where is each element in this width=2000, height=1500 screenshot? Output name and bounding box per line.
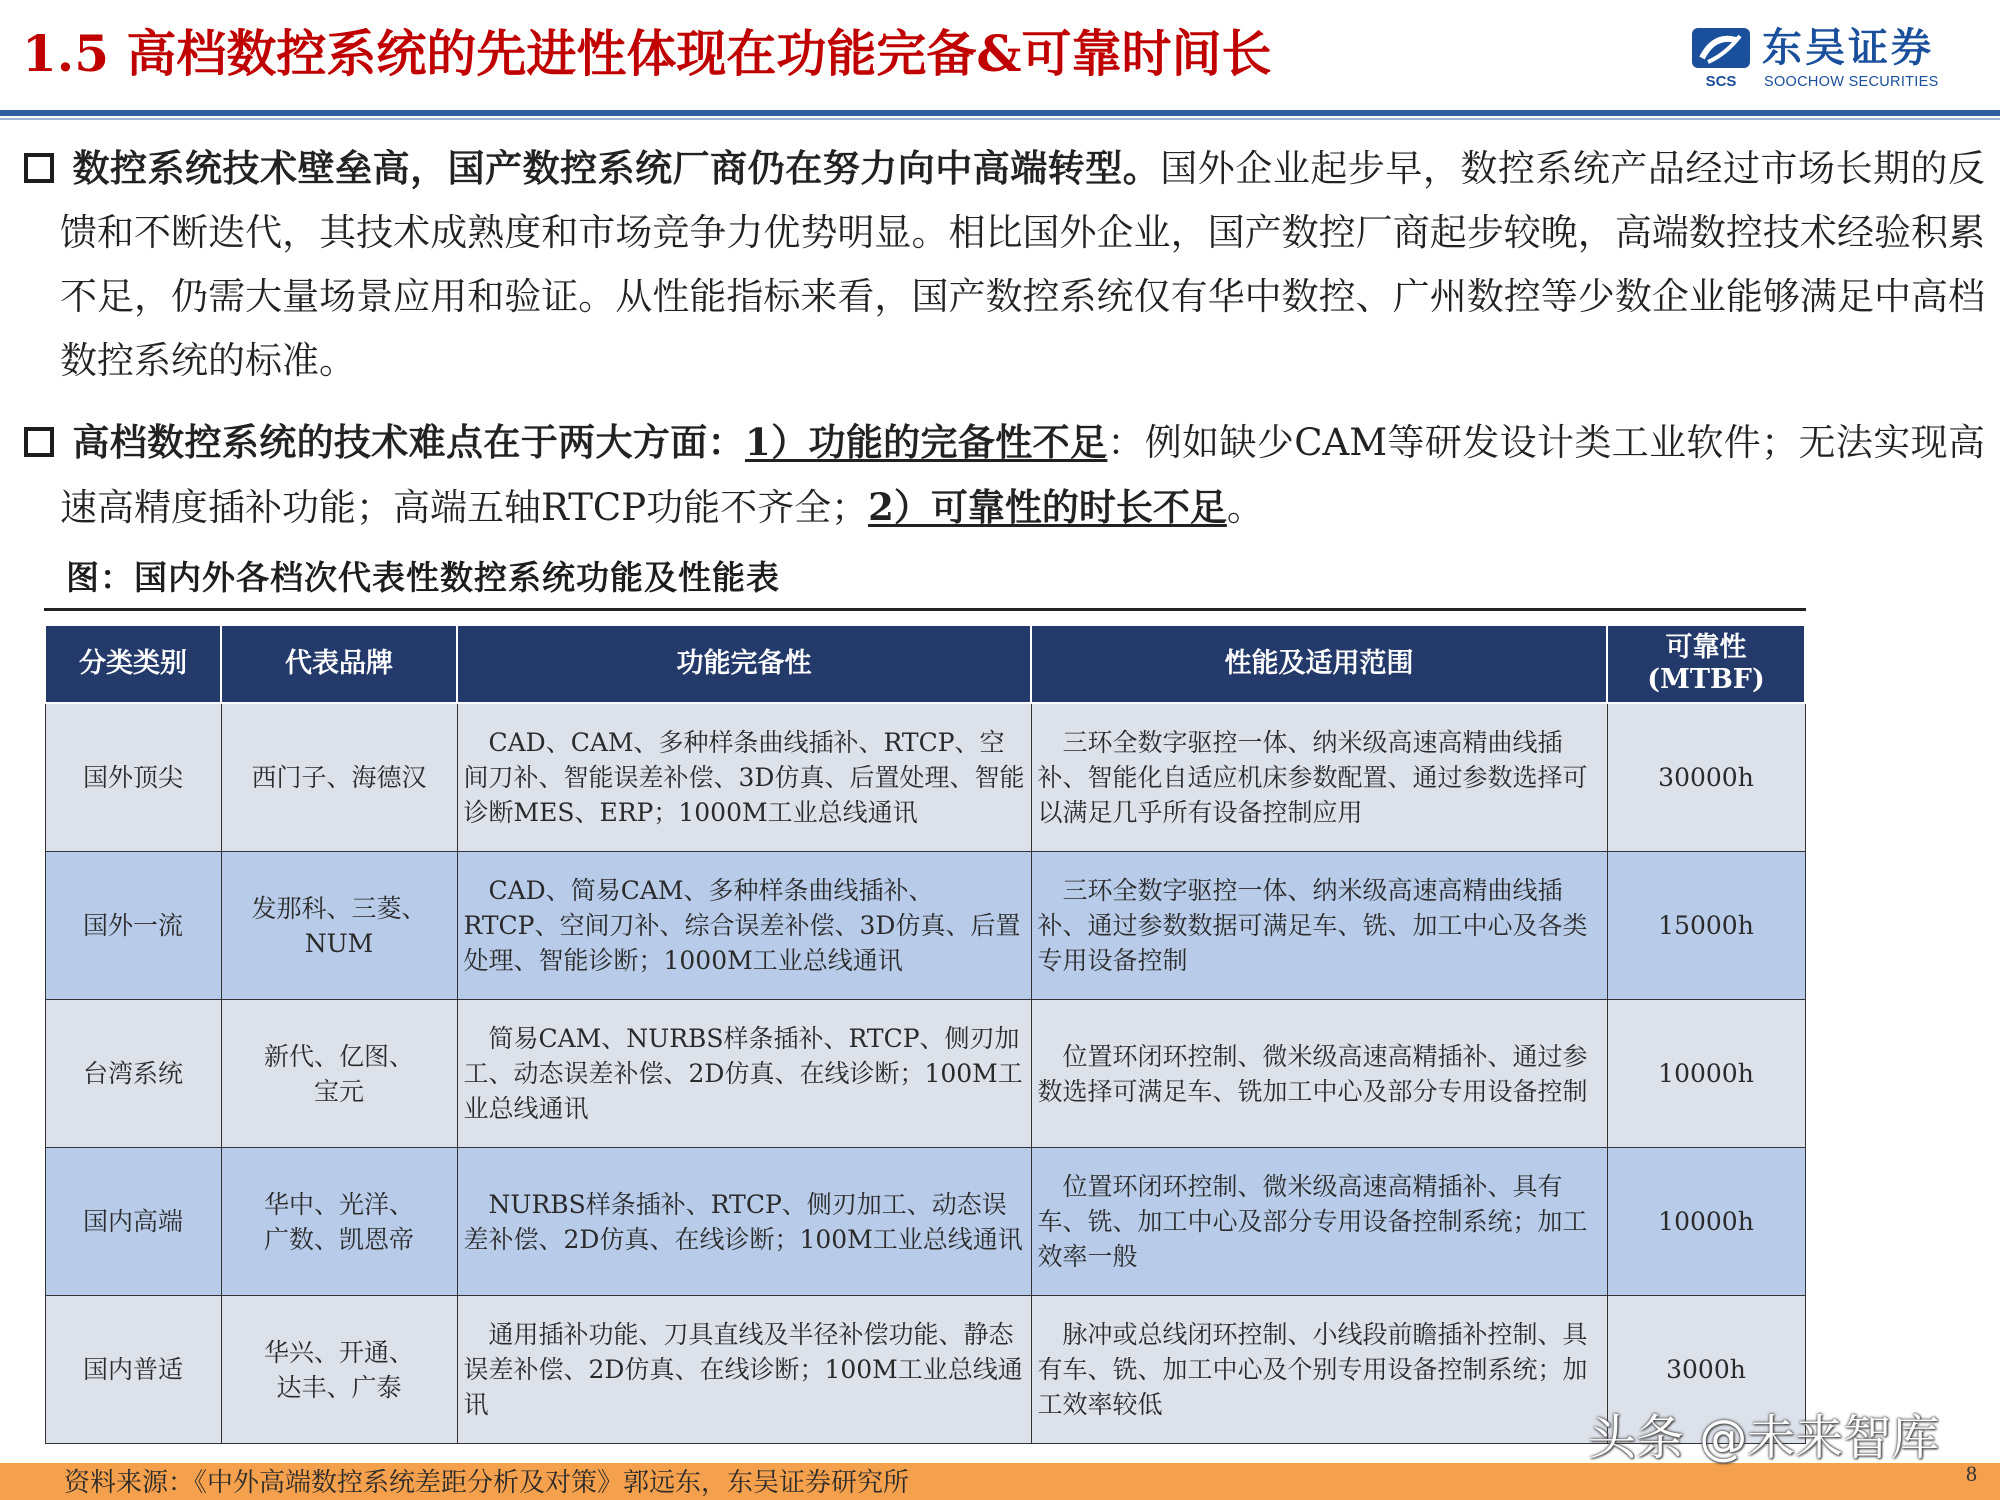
table-header-row [45, 625, 1805, 703]
cell-performance-text: 位置环闭环控制、微米级高速高精插补、具有车、铣、加工中心及部分专用设备控制系统；加工效率一般 [1037, 1172, 1588, 1271]
cell-function [457, 1296, 1031, 1444]
company-logo [1692, 24, 1974, 94]
cell-category: 国外顶尖 [45, 703, 221, 852]
cell-brand-line-1: 新代、亿图、 [263, 1041, 414, 1071]
table-row [45, 852, 1805, 1000]
cell-brand-line-1: 发那科、三菱、 [251, 893, 427, 923]
cell-performance [1031, 1000, 1607, 1148]
table-row [45, 1296, 1805, 1444]
bullet-1-lead: 数控系统技术壁垒高，国产数控系统厂商仍在努力向中高端转型。 [72, 146, 1161, 190]
header-reliability-label: 可靠性 [1665, 632, 1747, 663]
bullet-2-text-2: 。 [1226, 486, 1264, 529]
cell-brand-line-1: 华兴、开通、 [263, 1337, 414, 1367]
cell-mtbf: 3000h [1607, 1296, 1805, 1444]
watermark: 头条 @未来智库 [1588, 1410, 1940, 1466]
cell-category: 国内高端 [45, 1148, 221, 1296]
cell-function-text: 简易CAM、NURBS样条插补、RTCP、侧刃加工、动态误差补偿、2D仿真、在线诊断；100M工业总线通讯 [463, 1024, 1023, 1123]
cell-brand [221, 1000, 457, 1148]
cell-function [457, 852, 1031, 1000]
cell-function [457, 1148, 1031, 1296]
cell-function [457, 703, 1031, 852]
table-row [45, 1148, 1805, 1296]
cell-brand-line-2: 达丰、广泰 [276, 1372, 402, 1402]
cell-performance [1031, 852, 1607, 1000]
soochow-logo-icon [1692, 28, 1750, 90]
header-rule-thin [0, 118, 2000, 120]
cell-performance-text: 三环全数字驱控一体、纳米级高速高精曲线插补、智能化自适应机床参数配置、通过参数选择可以满足几乎所有设备控制应用 [1037, 728, 1588, 827]
figure-caption: 图：国内外各档次代表性数控系统功能及性能表 [66, 558, 780, 597]
cell-function [457, 1000, 1031, 1148]
logo-name-cn: 东吴证券 [1762, 25, 1934, 71]
header-reliability [1607, 625, 1805, 703]
header-brand: 代表品牌 [221, 625, 457, 703]
caption-rule [44, 608, 1806, 611]
cell-function-text: CAD、CAM、多种样条曲线插补、RTCP、空间刀补、智能误差补偿、3D仿真、后置处理、智能诊断MES、ERP；1000M工业总线通讯 [463, 728, 1025, 827]
cell-brand [221, 703, 457, 852]
cell-function-text: CAD、简易CAM、多种样条曲线插补、RTCP、空间刀补、综合误差补偿、3D仿真、后置处理、智能诊断；1000M工业总线通讯 [463, 876, 1021, 975]
bullet-2-text-1: ：例如缺少CAM等研发设计类工业软件；无法实现高速高精度插补功能；高端五轴RTCP功能不齐全； [60, 421, 1986, 529]
cell-category: 国内普适 [45, 1296, 221, 1444]
bullet-2-point-2: 2）可靠性的时长不足 [868, 485, 1227, 529]
cell-performance-text: 脉冲或总线闭环控制、小线段前瞻插补控制、具有车、铣、加工中心及个别专用设备控制系统；加工效率较低 [1037, 1320, 1588, 1419]
cell-function-text: NURBS样条插补、RTCP、侧刃加工、动态误差补偿、2D仿真、在线诊断；100M工业总线通讯 [463, 1189, 1023, 1254]
cell-brand [221, 852, 457, 1000]
bullet-paragraph-1 [60, 136, 1985, 393]
cell-brand-line-2: 宝元 [313, 1076, 364, 1106]
cell-mtbf: 30000h [1607, 703, 1805, 852]
cell-brand-line-1: 西门子、海德汉 [251, 763, 427, 792]
cell-brand-line-2: 广数、凯恩帝 [263, 1224, 414, 1254]
table-row [45, 1000, 1805, 1148]
cell-performance [1031, 703, 1607, 852]
cell-mtbf: 10000h [1607, 1000, 1805, 1148]
header-reliability-unit: (MTBF) [1647, 664, 1765, 695]
cell-performance [1031, 1296, 1607, 1444]
bullet-2-lead: 高档数控系统的技术难点在于两大方面： [72, 420, 745, 464]
logo-mark-text: SCS [1705, 73, 1737, 90]
page-number: 8 [1966, 1461, 1977, 1486]
table-row [45, 703, 1805, 852]
cell-brand-line-1: 华中、光洋、 [263, 1189, 414, 1219]
cnc-comparison-table [44, 624, 1806, 1444]
header-category: 分类类别 [45, 625, 221, 703]
cell-performance [1031, 1148, 1607, 1296]
cell-category: 国外一流 [45, 852, 221, 1000]
bullet-paragraph-2 [60, 410, 1985, 540]
square-bullet-icon [24, 153, 54, 183]
header-rule [0, 110, 2000, 116]
logo-name-en: SOOCHOW SECURITIES [1764, 74, 1939, 90]
cell-brand-line-2: NUM [304, 928, 374, 958]
page-title: 1.5 高档数控系统的先进性体现在功能完备&可靠时间长 [22, 24, 1272, 83]
header-performance: 性能及适用范围 [1031, 625, 1607, 703]
cell-category: 台湾系统 [45, 1000, 221, 1148]
source-note: 资料来源：《中外高端数控系统差距分析及对策》郭远东，东吴证券研究所 [64, 1468, 910, 1498]
cell-brand [221, 1148, 457, 1296]
bullet-2-point-1: 1）功能的完备性不足 [744, 420, 1108, 464]
square-bullet-icon [24, 427, 54, 457]
cell-mtbf: 15000h [1607, 852, 1805, 1000]
header-function: 功能完备性 [457, 625, 1031, 703]
cell-mtbf: 10000h [1607, 1148, 1805, 1296]
bullet-1-text: 国外企业起步早，数控系统产品经过市场长期的反馈和不断迭代，其技术成熟度和市场竞争力优势明显。相比国外企业，国产数控厂商起步较晚，高端数控技术经验积累不足，仍需大量场景应用和验证。从性能指标来看，国产数控系统仅有华中数控、广州数控等少数企业能够满足中高档数控系统的标准。 [60, 147, 1986, 382]
cell-function-text: 通用插补功能、刀具直线及半径补偿功能、静态误差补偿、2D仿真、在线诊断；100M工业总线通讯 [463, 1320, 1023, 1419]
cell-performance-text: 三环全数字驱控一体、纳米级高速高精曲线插补、通过参数数据可满足车、铣、加工中心及各类专用设备控制 [1037, 876, 1588, 975]
cell-brand [221, 1296, 457, 1444]
cell-performance-text: 位置环闭环控制、微米级高速高精插补、通过参数选择可满足车、铣加工中心及部分专用设备控制 [1037, 1041, 1588, 1106]
